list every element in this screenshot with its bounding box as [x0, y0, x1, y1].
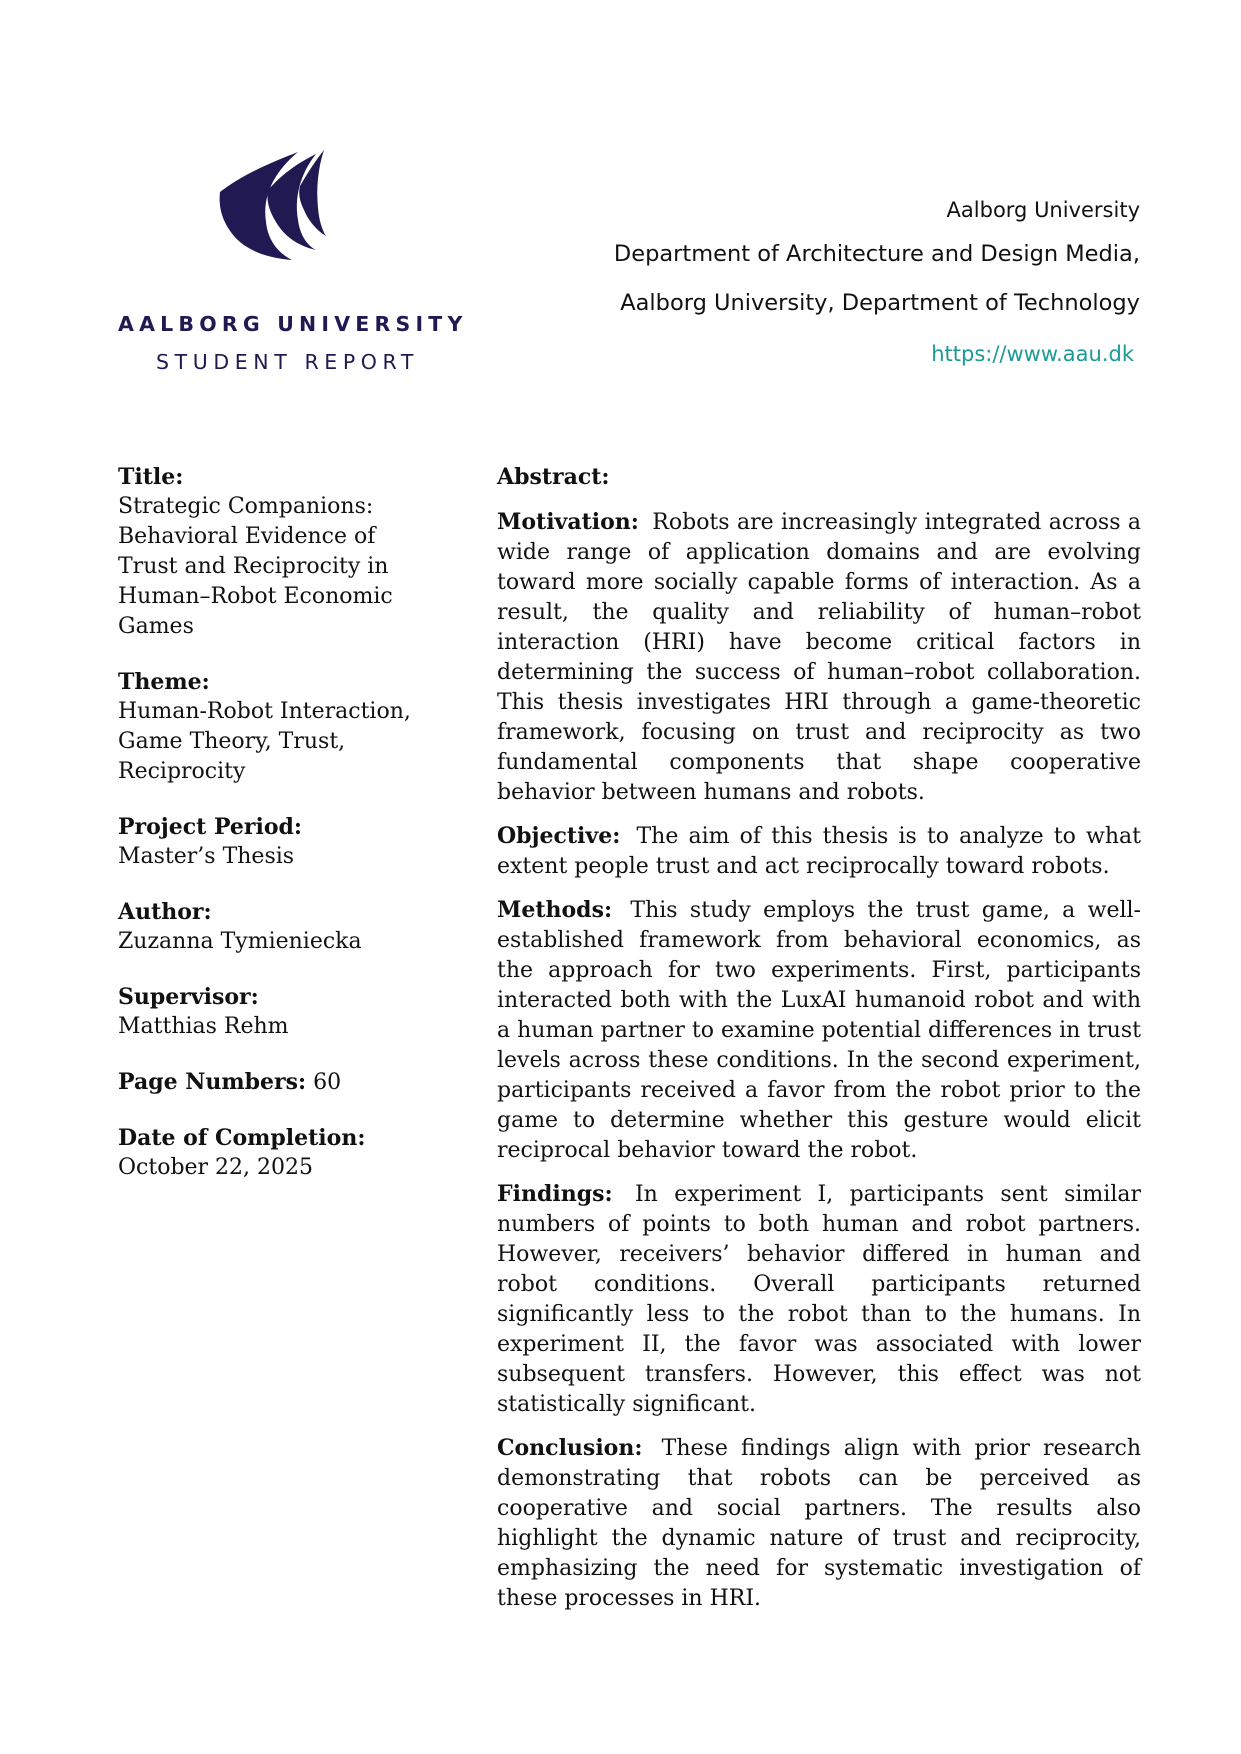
report-header	[614, 190, 1140, 374]
motivation-paragraph	[497, 507, 1141, 808]
supervisor-value: Matthias Rehm	[118, 1014, 289, 1039]
metadata-column	[118, 462, 438, 1208]
author-label: Author:	[118, 899, 212, 925]
university-logo	[118, 150, 468, 380]
logo-student-report-text: STUDENT REPORT	[156, 350, 420, 374]
methods-paragraph	[497, 895, 1141, 1166]
findings-text: In experiment I, participants sent similar numbers of points to both human and robot partners. However, receivers’ behavior differed in human and robot conditions. Overall participants returned significantly less to the robot than to the humans. In experiment II, the favor was associated with lower subsequent transfers. However, this effect was not statistically significant.	[497, 1182, 1141, 1417]
date-label: Date of Completion:	[118, 1125, 366, 1151]
page-numbers-value: 60	[313, 1070, 342, 1095]
methods-text: This study employs the trust game, a well-established framework from behavioral economics, as the approach for two experiments. First, participants interacted both with the LuxAI humanoid robot and with a human partner to examine potential differences in trust levels across these conditions. In the second experiment, participants received a favor from the robot prior to the game to determine whether this gesture would elicit reciprocal behavior toward the robot.	[497, 898, 1141, 1163]
supervisor-block	[118, 982, 438, 1042]
theme-block	[118, 667, 438, 787]
header-department-line1: Department of Architecture and Design Media,	[613, 241, 1140, 267]
author-block	[118, 897, 438, 957]
motivation-label: Motivation:	[497, 509, 639, 535]
objective-label: Objective:	[497, 823, 621, 849]
objective-paragraph	[497, 821, 1141, 882]
page-numbers-label: Page Numbers:	[118, 1069, 307, 1095]
abstract-column	[497, 462, 1141, 1627]
theme-label: Theme:	[118, 669, 210, 695]
methods-label: Methods:	[497, 897, 613, 923]
title-label: Title:	[118, 464, 184, 490]
conclusion-text: These findings align with prior research demonstrating that robots can be perceived as cooperative and social partners. The results also highlight the dynamic nature of trust and reciprocity, emphasizing the need for systematic investigation of these processes in HRI.	[497, 1436, 1141, 1611]
findings-label: Findings:	[497, 1181, 613, 1207]
findings-paragraph	[497, 1179, 1141, 1420]
theme-value: Human-Robot Interaction, Game Theory, Trust, Reciprocity	[118, 699, 411, 784]
date-block	[118, 1123, 438, 1183]
project-period-value: Master’s Thesis	[118, 844, 295, 869]
logo-university-text: AALBORG UNIVERSITY	[118, 312, 468, 336]
title-block	[118, 462, 438, 642]
conclusion-label: Conclusion:	[497, 1435, 643, 1461]
conclusion-paragraph	[497, 1433, 1141, 1614]
author-value: Zuzanna Tymieniecka	[118, 929, 362, 954]
header-department-line2: Aalborg University, Department of Technology	[620, 290, 1140, 316]
header-university: Aalborg University	[946, 198, 1140, 222]
project-period-block	[118, 812, 438, 872]
project-period-label: Project Period:	[118, 814, 303, 840]
objective-text: The aim of this thesis is to analyze to what extent people trust and act reciprocally toward robots.	[497, 824, 1141, 879]
supervisor-label: Supervisor:	[118, 984, 259, 1010]
motivation-text: Robots are increasingly integrated across a wide range of application domains and are evolving toward more socially capable forms of interaction. As a result, the quality and reliability of human–robot interaction (HRI) have become critical factors in determining the success of human–robot collaboration. This thesis investigates HRI through a game-theoretic framework, focusing on trust and reciprocity as two fundamental components that shape cooperative behavior between humans and robots.	[497, 510, 1141, 805]
header-url-link[interactable]: https://www.aau.dk	[931, 342, 1134, 366]
page-numbers-block	[118, 1067, 438, 1098]
abstract-heading: Abstract:	[497, 464, 610, 490]
aau-waves-icon	[218, 150, 328, 270]
date-value: October 22, 2025	[118, 1155, 314, 1180]
title-value: Strategic Companions: Behavioral Evidence of Trust and Reciprocity in Human–Robot Economic Games	[118, 494, 393, 639]
